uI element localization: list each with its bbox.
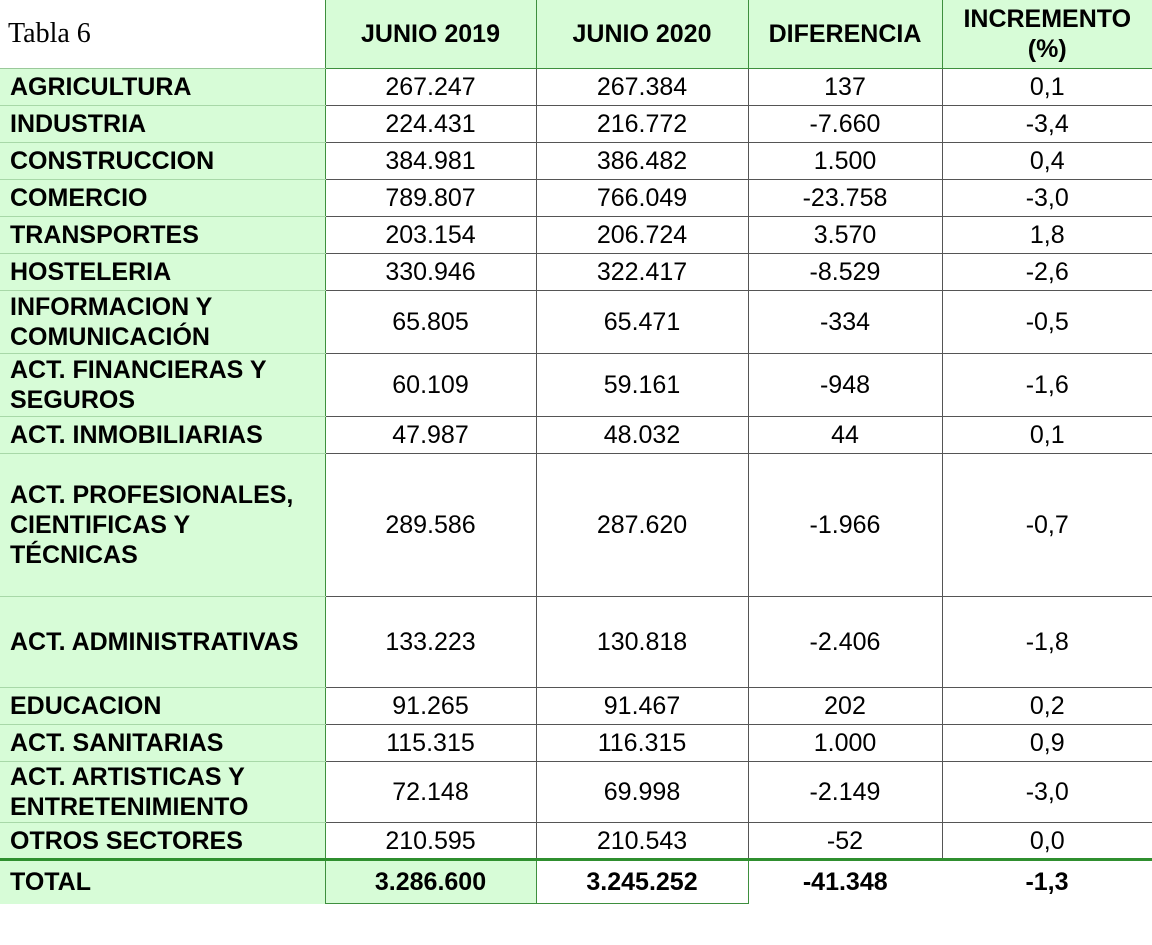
- table-row: [0, 254, 1152, 291]
- header-junio-2020: JUNIO 2020: [536, 0, 748, 69]
- row-junio-2020: 59.161: [536, 354, 748, 417]
- row-junio-2020: 206.724: [536, 217, 748, 254]
- row-diferencia: -23.758: [748, 180, 942, 217]
- header-incremento: INCREMENTO (%): [942, 0, 1152, 69]
- table-row: [0, 762, 1152, 823]
- row-incremento: -3,0: [942, 762, 1152, 823]
- total-incremento: -1,3: [942, 860, 1152, 904]
- row-diferencia: -1.966: [748, 454, 942, 597]
- header-row: [0, 0, 1152, 69]
- row-incremento: 0,4: [942, 143, 1152, 180]
- table-row: [0, 823, 1152, 860]
- table-row: [0, 291, 1152, 354]
- row-diferencia: -8.529: [748, 254, 942, 291]
- row-junio-2020: 766.049: [536, 180, 748, 217]
- table-row: [0, 597, 1152, 688]
- row-junio-2019: 384.981: [325, 143, 536, 180]
- row-incremento: 1,8: [942, 217, 1152, 254]
- table-row: [0, 69, 1152, 106]
- total-junio-2019: 3.286.600: [325, 860, 536, 904]
- row-incremento: 0,1: [942, 417, 1152, 454]
- row-diferencia: 1.500: [748, 143, 942, 180]
- table-row: [0, 688, 1152, 725]
- row-junio-2020: 287.620: [536, 454, 748, 597]
- row-diferencia: -52: [748, 823, 942, 860]
- row-diferencia: -948: [748, 354, 942, 417]
- row-diferencia: 137: [748, 69, 942, 106]
- row-sector: AGRICULTURA: [0, 69, 325, 106]
- row-junio-2020: 267.384: [536, 69, 748, 106]
- table-row: [0, 143, 1152, 180]
- row-sector: OTROS SECTORES: [0, 823, 325, 860]
- row-junio-2019: 91.265: [325, 688, 536, 725]
- row-diferencia: -2.406: [748, 597, 942, 688]
- row-junio-2019: 47.987: [325, 417, 536, 454]
- row-junio-2020: 116.315: [536, 725, 748, 762]
- row-junio-2019: 203.154: [325, 217, 536, 254]
- total-row: [0, 860, 1152, 904]
- row-junio-2020: 130.818: [536, 597, 748, 688]
- row-sector: INDUSTRIA: [0, 106, 325, 143]
- row-incremento: -0,7: [942, 454, 1152, 597]
- row-sector: ACT. SANITARIAS: [0, 725, 325, 762]
- row-junio-2020: 322.417: [536, 254, 748, 291]
- row-junio-2019: 133.223: [325, 597, 536, 688]
- row-junio-2019: 210.595: [325, 823, 536, 860]
- row-incremento: 0,1: [942, 69, 1152, 106]
- row-junio-2019: 72.148: [325, 762, 536, 823]
- row-diferencia: 202: [748, 688, 942, 725]
- row-sector: HOSTELERIA: [0, 254, 325, 291]
- row-diferencia: 44: [748, 417, 942, 454]
- row-sector: ACT. ADMINISTRATIVAS: [0, 597, 325, 688]
- row-diferencia: -7.660: [748, 106, 942, 143]
- total-junio-2020: 3.245.252: [536, 860, 748, 904]
- row-sector: CONSTRUCCION: [0, 143, 325, 180]
- row-junio-2020: 210.543: [536, 823, 748, 860]
- table-row: [0, 180, 1152, 217]
- row-incremento: 0,2: [942, 688, 1152, 725]
- header-diferencia: DIFERENCIA: [748, 0, 942, 69]
- row-incremento: -0,5: [942, 291, 1152, 354]
- table-row: [0, 354, 1152, 417]
- header-junio-2019: JUNIO 2019: [325, 0, 536, 69]
- row-junio-2020: 91.467: [536, 688, 748, 725]
- row-junio-2020: 65.471: [536, 291, 748, 354]
- table-row: [0, 417, 1152, 454]
- row-sector: ACT. INMOBILIARIAS: [0, 417, 325, 454]
- row-junio-2019: 115.315: [325, 725, 536, 762]
- row-incremento: 0,9: [942, 725, 1152, 762]
- row-sector: COMERCIO: [0, 180, 325, 217]
- row-junio-2020: 216.772: [536, 106, 748, 143]
- row-sector: TRANSPORTES: [0, 217, 325, 254]
- row-sector: ACT. PROFESIONALES, CIENTIFICAS Y TÉCNICAS: [0, 454, 325, 597]
- row-junio-2020: 48.032: [536, 417, 748, 454]
- row-junio-2020: 386.482: [536, 143, 748, 180]
- table-row: [0, 217, 1152, 254]
- row-sector: EDUCACION: [0, 688, 325, 725]
- row-incremento: -2,6: [942, 254, 1152, 291]
- row-sector: INFORMACION Y COMUNICACIÓN: [0, 291, 325, 354]
- row-diferencia: 1.000: [748, 725, 942, 762]
- row-junio-2019: 65.805: [325, 291, 536, 354]
- row-junio-2019: 267.247: [325, 69, 536, 106]
- row-diferencia: -2.149: [748, 762, 942, 823]
- table-title: Tabla 6: [0, 0, 325, 69]
- row-sector: ACT. ARTISTICAS Y ENTRETENIMIENTO: [0, 762, 325, 823]
- row-junio-2019: 289.586: [325, 454, 536, 597]
- row-incremento: -1,6: [942, 354, 1152, 417]
- row-diferencia: 3.570: [748, 217, 942, 254]
- total-label: TOTAL: [0, 860, 325, 904]
- row-junio-2019: 789.807: [325, 180, 536, 217]
- row-junio-2020: 69.998: [536, 762, 748, 823]
- row-diferencia: -334: [748, 291, 942, 354]
- row-junio-2019: 330.946: [325, 254, 536, 291]
- row-incremento: -3,4: [942, 106, 1152, 143]
- table-row: [0, 454, 1152, 597]
- row-incremento: -3,0: [942, 180, 1152, 217]
- table-row: [0, 106, 1152, 143]
- row-incremento: -1,8: [942, 597, 1152, 688]
- row-junio-2019: 224.431: [325, 106, 536, 143]
- table-row: [0, 725, 1152, 762]
- row-incremento: 0,0: [942, 823, 1152, 860]
- row-sector: ACT. FINANCIERAS Y SEGUROS: [0, 354, 325, 417]
- total-diferencia: -41.348: [748, 860, 942, 904]
- row-junio-2019: 60.109: [325, 354, 536, 417]
